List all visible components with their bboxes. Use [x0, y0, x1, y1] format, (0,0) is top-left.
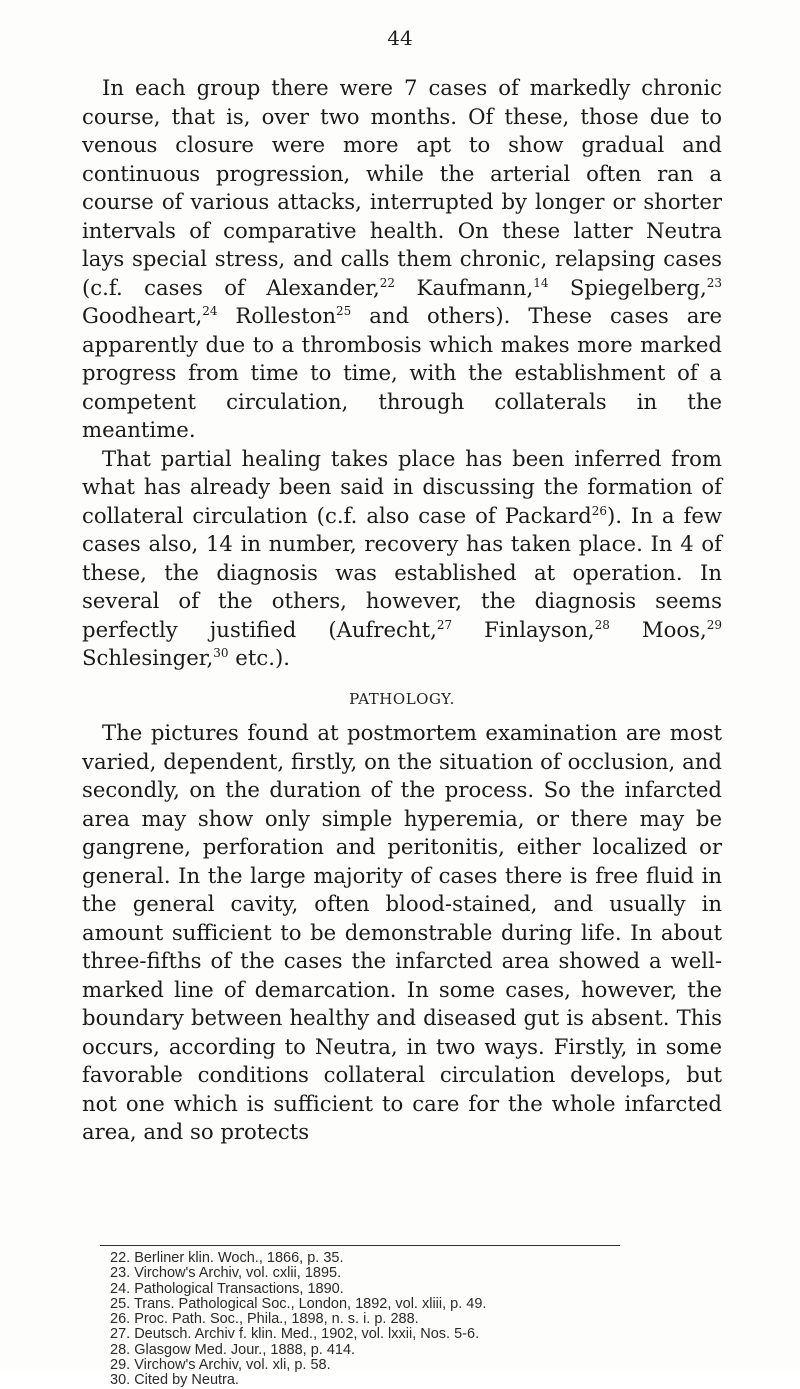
footnote-number: 22.	[110, 1250, 135, 1266]
footnote-text: Deutsch. Archiv f. klin. Med., 1902, vol. lxxii, Nos. 5-6.	[134, 1326, 480, 1343]
footnote-number: 23.	[110, 1265, 135, 1282]
footnote-item	[110, 1297, 730, 1312]
footnote-number: 26.	[110, 1311, 135, 1328]
paragraph-text: Goodheart,	[82, 303, 203, 328]
footnote-number: 25.	[110, 1295, 134, 1312]
footnote-item	[110, 1282, 730, 1297]
footnote-item	[110, 1373, 730, 1388]
paragraph-text: ). In a few cases also, 14 in number, recovery has taken place. In 4 of these, the diagnosis was established at operation. In several of the others, however, the diagnosis seems perfectly justified (Aufrecht,	[82, 502, 722, 642]
footnote-reference: 30	[213, 646, 229, 660]
footnote-reference: 28	[594, 617, 610, 632]
page-number: 44	[387, 26, 413, 50]
paragraph-text: Moos,	[609, 616, 707, 642]
body-text	[82, 74, 722, 1147]
paragraph-postmortem-pictures	[82, 719, 722, 1147]
footnote-text: Pathological Transactions, 1890.	[134, 1280, 344, 1297]
footnote-item	[110, 1266, 730, 1281]
footnote-text: Glasgow Med. Jour., 1888, p. 414.	[134, 1341, 356, 1358]
paragraph-text: Rolleston	[217, 303, 336, 328]
paragraph-text: The pictures found at postmortem examination are most varied, dependent, firstly, on the situation of occlusion, and secondly, on the duration of the process. So the infarcted area may show only simple hyperemia, or there may be gangrene, perforation and peritonitis, either localized or general. In the large majority of cases there is free fluid in the general cavity, often blood-stained, and usually in amount sufficient to be demonstrable during life. In about three-fifths of the cases the infarcted area showed a well-marked line of demarcation. In some cases, however, the boundary between healthy and diseased gut is absent. This occurs, according to Neutra, in two ways. Firstly, in some favorable conditions collateral circulation develops, but not one which is sufficient to care for the whole infarcted area, and so protects	[82, 720, 722, 1144]
paragraph-text: Schlesinger,	[82, 645, 214, 670]
footnote-item	[110, 1358, 730, 1373]
footnote-reference: 14	[533, 275, 549, 290]
section-heading-pathology: PATHOLOGY.	[349, 689, 455, 708]
footnote-number: 29.	[110, 1357, 135, 1374]
paragraph-text: etc.).	[228, 645, 290, 670]
footnote-divider	[100, 1245, 620, 1246]
footnote-number: 30.	[110, 1372, 135, 1389]
paragraph-text: Finlayson,	[452, 616, 595, 642]
footnote-text: Trans. Pathological Soc., London, 1892, vol. xliii, p. 49.	[133, 1295, 487, 1312]
paragraph-text: Spiegelberg,	[548, 274, 707, 300]
paragraph-text: In each group there were 7 cases of markedly chronic course, that is, over two months. Of these, those due to venous closure were more apt to show gradual and continuous progression, while the arterial often ran a course of various attacks, interrupted by longer or shorter intervals of comparative health. On these latter Neutra lays special stress, and calls them chronic, relapsing cases (c.f. cases of Alexander,	[82, 75, 722, 300]
footnote-reference: 27	[436, 617, 453, 632]
footnote-reference: 26	[591, 503, 607, 518]
footnote-reference: 25	[336, 304, 352, 318]
paragraph-partial-healing	[82, 445, 722, 673]
footnote-text: Proc. Path. Soc., Phila., 1898, n. s. i. p. 288.	[134, 1311, 419, 1328]
footnote-reference: 24	[202, 304, 218, 318]
paragraph-text: Kaufmann,	[395, 274, 534, 300]
footnote-number: 27.	[110, 1326, 135, 1343]
footnote-text: Cited by Neutra.	[134, 1372, 239, 1389]
paragraph-text: and others). These cases are apparently due to a thrombosis which makes more marked progress from time to time, with the establishment of a competent circulation, through collaterals in the meantime.	[82, 303, 722, 442]
footnote-text: Virchow's Archiv, vol. xli, p. 58.	[134, 1357, 331, 1374]
footnote-number: 24.	[110, 1280, 135, 1297]
footnote-reference: 29	[706, 617, 722, 632]
footnote-item	[110, 1327, 730, 1342]
footnotes	[110, 1251, 730, 1389]
footnote-text: Virchow's Archiv, vol. cxlii, 1895.	[134, 1265, 342, 1282]
footnote-text: Berliner klin. Woch., 1866, p. 35.	[134, 1250, 344, 1266]
footnote-item	[110, 1343, 730, 1358]
paragraph-text: That partial healing takes place has been inferred from what has already been said in discussing the formation of collateral circulation (c.f. also case of Packard	[82, 445, 722, 528]
paragraph-chronic-course	[82, 74, 722, 445]
footnote-number: 28.	[110, 1341, 135, 1358]
footnote-reference: 23	[706, 275, 722, 290]
footnote-reference: 22	[379, 275, 396, 290]
footnote-item	[110, 1251, 730, 1266]
footnote-item	[110, 1312, 730, 1327]
